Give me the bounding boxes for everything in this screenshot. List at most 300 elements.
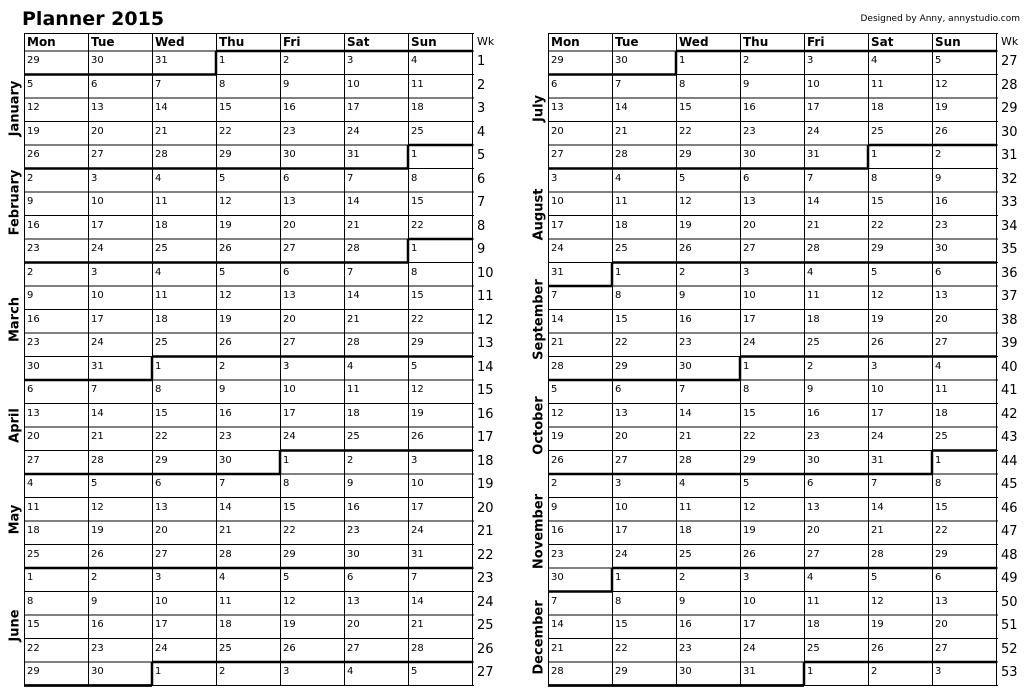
day-cell[interactable]: 3 (871, 360, 878, 372)
day-cell[interactable]: 29 (615, 666, 628, 677)
day-cell[interactable]: 15 (219, 102, 232, 113)
day-cell[interactable]: 13 (283, 290, 296, 301)
day-cell[interactable]: 22 (871, 219, 884, 231)
day-cell[interactable]: 18 (347, 407, 360, 419)
day-cell[interactable]: 21 (551, 642, 564, 654)
day-cell[interactable]: 18 (155, 219, 168, 231)
day-cell[interactable]: 5 (743, 478, 750, 489)
day-cell[interactable]: 4 (935, 360, 942, 372)
day-cell[interactable]: 26 (679, 243, 692, 254)
day-cell[interactable]: 22 (935, 525, 948, 536)
day-cell[interactable]: 3 (935, 666, 942, 677)
day-cell[interactable]: 26 (743, 548, 756, 560)
day-cell[interactable]: 21 (411, 619, 424, 630)
day-cell[interactable]: 12 (679, 196, 692, 207)
day-cell[interactable]: 19 (871, 313, 884, 325)
day-cell[interactable]: 14 (347, 290, 360, 301)
day-cell[interactable]: 16 (743, 102, 756, 113)
day-cell[interactable]: 15 (743, 407, 756, 419)
day-cell[interactable]: 12 (219, 196, 232, 207)
day-cell[interactable]: 3 (347, 55, 354, 66)
day-cell[interactable]: 15 (615, 619, 628, 630)
day-cell[interactable]: 2 (283, 55, 290, 66)
day-cell[interactable]: 28 (411, 642, 424, 654)
day-cell[interactable]: 27 (155, 548, 168, 560)
day-cell[interactable]: 12 (91, 501, 104, 513)
day-cell[interactable]: 29 (27, 55, 40, 66)
day-cell[interactable]: 19 (935, 102, 948, 113)
day-cell[interactable]: 21 (155, 125, 168, 137)
day-cell[interactable]: 8 (935, 478, 942, 489)
day-cell[interactable]: 30 (283, 149, 296, 160)
day-cell[interactable]: 31 (551, 266, 564, 278)
day-cell[interactable]: 28 (551, 360, 564, 372)
day-cell[interactable]: 12 (283, 595, 296, 607)
day-cell[interactable]: 15 (411, 196, 424, 207)
day-cell[interactable]: 4 (411, 55, 418, 66)
day-cell[interactable]: 3 (743, 572, 750, 583)
day-cell[interactable]: 23 (807, 431, 820, 442)
day-cell[interactable]: 7 (155, 78, 162, 90)
day-cell[interactable]: 12 (871, 595, 884, 607)
day-cell[interactable]: 15 (155, 407, 168, 419)
day-cell[interactable]: 15 (871, 196, 884, 207)
day-cell[interactable]: 26 (219, 243, 232, 254)
day-cell[interactable]: 9 (91, 595, 98, 607)
day-cell[interactable]: 8 (615, 290, 622, 301)
day-cell[interactable]: 28 (807, 243, 820, 254)
day-cell[interactable]: 2 (347, 454, 354, 466)
day-cell[interactable]: 9 (679, 595, 686, 607)
day-cell[interactable]: 28 (347, 243, 360, 254)
day-cell[interactable]: 20 (347, 619, 360, 630)
day-cell[interactable]: 16 (91, 619, 104, 630)
day-cell[interactable]: 23 (679, 642, 692, 654)
day-cell[interactable]: 4 (871, 55, 878, 66)
day-cell[interactable]: 31 (347, 149, 360, 160)
day-cell[interactable]: 5 (871, 266, 878, 278)
day-cell[interactable]: 28 (679, 454, 692, 466)
day-cell[interactable]: 22 (283, 525, 296, 536)
day-cell[interactable]: 4 (155, 172, 162, 184)
day-cell[interactable]: 26 (219, 337, 232, 348)
day-cell[interactable]: 10 (871, 384, 884, 395)
day-cell[interactable]: 28 (91, 454, 104, 466)
day-cell[interactable]: 27 (743, 243, 756, 254)
day-cell[interactable]: 18 (27, 525, 40, 536)
day-cell[interactable]: 16 (27, 313, 40, 325)
day-cell[interactable]: 20 (743, 219, 756, 231)
day-cell[interactable]: 24 (615, 548, 628, 560)
day-cell[interactable]: 17 (743, 619, 756, 630)
day-cell[interactable]: 20 (27, 431, 40, 442)
day-cell[interactable]: 17 (807, 102, 820, 113)
day-cell[interactable]: 23 (283, 125, 296, 137)
day-cell[interactable]: 23 (743, 125, 756, 137)
day-cell[interactable]: 1 (615, 266, 622, 278)
day-cell[interactable]: 13 (155, 501, 168, 513)
day-cell[interactable]: 19 (27, 125, 40, 137)
day-cell[interactable]: 17 (411, 501, 424, 513)
day-cell[interactable]: 8 (283, 478, 290, 489)
day-cell[interactable]: 19 (219, 219, 232, 231)
day-cell[interactable]: 4 (807, 572, 814, 583)
day-cell[interactable]: 1 (743, 360, 750, 372)
day-cell[interactable]: 13 (935, 290, 948, 301)
day-cell[interactable]: 10 (411, 478, 424, 489)
day-cell[interactable]: 23 (219, 431, 232, 442)
day-cell[interactable]: 30 (807, 454, 820, 466)
day-cell[interactable]: 23 (27, 337, 40, 348)
day-cell[interactable]: 23 (935, 219, 948, 231)
day-cell[interactable]: 12 (743, 501, 756, 513)
day-cell[interactable]: 5 (411, 666, 418, 677)
day-cell[interactable]: 10 (91, 290, 104, 301)
day-cell[interactable]: 24 (743, 642, 756, 654)
day-cell[interactable]: 12 (411, 384, 424, 395)
day-cell[interactable]: 29 (679, 149, 692, 160)
day-cell[interactable]: 25 (807, 642, 820, 654)
day-cell[interactable]: 6 (155, 478, 162, 489)
day-cell[interactable]: 14 (347, 196, 360, 207)
day-cell[interactable]: 16 (27, 219, 40, 231)
day-cell[interactable]: 11 (347, 384, 360, 395)
day-cell[interactable]: 24 (807, 125, 820, 137)
day-cell[interactable]: 25 (679, 548, 692, 560)
day-cell[interactable]: 21 (871, 525, 884, 536)
day-cell[interactable]: 11 (155, 196, 168, 207)
day-cell[interactable]: 2 (91, 572, 98, 583)
day-cell[interactable]: 26 (411, 431, 424, 442)
day-cell[interactable]: 17 (347, 102, 360, 113)
day-cell[interactable]: 20 (551, 125, 564, 137)
day-cell[interactable]: 12 (219, 290, 232, 301)
day-cell[interactable]: 24 (283, 431, 296, 442)
day-cell[interactable]: 22 (411, 219, 424, 231)
day-cell[interactable]: 30 (679, 360, 692, 372)
day-cell[interactable]: 7 (551, 595, 558, 607)
day-cell[interactable]: 13 (283, 196, 296, 207)
day-cell[interactable]: 30 (91, 55, 104, 66)
day-cell[interactable]: 29 (283, 548, 296, 560)
day-cell[interactable]: 19 (743, 525, 756, 536)
day-cell[interactable]: 7 (615, 78, 622, 90)
day-cell[interactable]: 11 (807, 290, 820, 301)
day-cell[interactable]: 1 (411, 149, 418, 160)
day-cell[interactable]: 18 (155, 313, 168, 325)
day-cell[interactable]: 26 (871, 642, 884, 654)
day-cell[interactable]: 26 (551, 454, 564, 466)
day-cell[interactable]: 21 (347, 219, 360, 231)
day-cell[interactable]: 16 (807, 407, 820, 419)
day-cell[interactable]: 30 (551, 572, 564, 583)
day-cell[interactable]: 17 (551, 219, 564, 231)
day-cell[interactable]: 22 (27, 642, 40, 654)
day-cell[interactable]: 18 (411, 102, 424, 113)
day-cell[interactable]: 23 (91, 642, 104, 654)
day-cell[interactable]: 27 (347, 642, 360, 654)
day-cell[interactable]: 30 (743, 149, 756, 160)
day-cell[interactable]: 1 (283, 454, 290, 466)
day-cell[interactable]: 25 (411, 125, 424, 137)
day-cell[interactable]: 4 (807, 266, 814, 278)
day-cell[interactable]: 2 (219, 666, 226, 677)
day-cell[interactable]: 3 (743, 266, 750, 278)
day-cell[interactable]: 28 (871, 548, 884, 560)
day-cell[interactable]: 24 (551, 243, 564, 254)
day-cell[interactable]: 6 (91, 78, 98, 90)
day-cell[interactable]: 6 (935, 266, 942, 278)
day-cell[interactable]: 27 (91, 149, 104, 160)
day-cell[interactable]: 15 (615, 313, 628, 325)
day-cell[interactable]: 11 (935, 384, 948, 395)
day-cell[interactable]: 11 (807, 595, 820, 607)
day-cell[interactable]: 14 (551, 313, 564, 325)
day-cell[interactable]: 6 (283, 266, 290, 278)
day-cell[interactable]: 27 (807, 548, 820, 560)
day-cell[interactable]: 2 (743, 55, 750, 66)
day-cell[interactable]: 31 (155, 55, 168, 66)
day-cell[interactable]: 31 (807, 149, 820, 160)
day-cell[interactable]: 19 (91, 525, 104, 536)
day-cell[interactable]: 12 (871, 290, 884, 301)
day-cell[interactable]: 31 (871, 454, 884, 466)
day-cell[interactable]: 25 (871, 125, 884, 137)
day-cell[interactable]: 13 (615, 407, 628, 419)
day-cell[interactable]: 10 (155, 595, 168, 607)
day-cell[interactable]: 26 (283, 642, 296, 654)
day-cell[interactable]: 15 (679, 102, 692, 113)
day-cell[interactable]: 9 (807, 384, 814, 395)
day-cell[interactable]: 30 (219, 454, 232, 466)
day-cell[interactable]: 5 (679, 172, 686, 184)
day-cell[interactable]: 23 (347, 525, 360, 536)
day-cell[interactable]: 3 (411, 454, 418, 466)
day-cell[interactable]: 3 (807, 55, 814, 66)
day-cell[interactable]: 10 (807, 78, 820, 90)
day-cell[interactable]: 3 (91, 266, 98, 278)
day-cell[interactable]: 27 (283, 337, 296, 348)
day-cell[interactable]: 5 (871, 572, 878, 583)
day-cell[interactable]: 7 (551, 290, 558, 301)
day-cell[interactable]: 3 (155, 572, 162, 583)
day-cell[interactable]: 15 (283, 501, 296, 513)
day-cell[interactable]: 4 (347, 360, 354, 372)
day-cell[interactable]: 13 (743, 196, 756, 207)
day-cell[interactable]: 22 (743, 431, 756, 442)
day-cell[interactable]: 5 (283, 572, 290, 583)
day-cell[interactable]: 24 (91, 243, 104, 254)
day-cell[interactable]: 19 (679, 219, 692, 231)
day-cell[interactable]: 30 (91, 666, 104, 677)
day-cell[interactable]: 13 (551, 102, 564, 113)
day-cell[interactable]: 28 (615, 149, 628, 160)
day-cell[interactable]: 16 (347, 501, 360, 513)
day-cell[interactable]: 28 (347, 337, 360, 348)
day-cell[interactable]: 21 (219, 525, 232, 536)
day-cell[interactable]: 24 (91, 337, 104, 348)
day-cell[interactable]: 15 (935, 501, 948, 513)
day-cell[interactable]: 15 (27, 619, 40, 630)
day-cell[interactable]: 6 (743, 172, 750, 184)
day-cell[interactable]: 3 (91, 172, 98, 184)
day-cell[interactable]: 1 (219, 55, 226, 66)
day-cell[interactable]: 16 (679, 313, 692, 325)
day-cell[interactable]: 14 (679, 407, 692, 419)
day-cell[interactable]: 14 (807, 196, 820, 207)
day-cell[interactable]: 25 (807, 337, 820, 348)
day-cell[interactable]: 9 (347, 478, 354, 489)
day-cell[interactable]: 11 (411, 78, 424, 90)
day-cell[interactable]: 6 (935, 572, 942, 583)
day-cell[interactable]: 25 (27, 548, 40, 560)
day-cell[interactable]: 25 (155, 337, 168, 348)
day-cell[interactable]: 24 (743, 337, 756, 348)
day-cell[interactable]: 22 (615, 337, 628, 348)
day-cell[interactable]: 27 (27, 454, 40, 466)
day-cell[interactable]: 20 (935, 619, 948, 630)
day-cell[interactable]: 14 (615, 102, 628, 113)
day-cell[interactable]: 10 (347, 78, 360, 90)
day-cell[interactable]: 13 (935, 595, 948, 607)
day-cell[interactable]: 19 (219, 313, 232, 325)
day-cell[interactable]: 18 (807, 619, 820, 630)
day-cell[interactable]: 14 (551, 619, 564, 630)
day-cell[interactable]: 29 (615, 360, 628, 372)
day-cell[interactable]: 13 (27, 407, 40, 419)
day-cell[interactable]: 16 (935, 196, 948, 207)
day-cell[interactable]: 1 (411, 243, 418, 254)
day-cell[interactable]: 22 (615, 642, 628, 654)
day-cell[interactable]: 20 (283, 219, 296, 231)
day-cell[interactable]: 1 (807, 666, 814, 677)
day-cell[interactable]: 8 (871, 172, 878, 184)
day-cell[interactable]: 5 (411, 360, 418, 372)
day-cell[interactable]: 30 (27, 360, 40, 372)
day-cell[interactable]: 4 (219, 572, 226, 583)
day-cell[interactable]: 25 (219, 642, 232, 654)
day-cell[interactable]: 27 (551, 149, 564, 160)
day-cell[interactable]: 21 (807, 219, 820, 231)
day-cell[interactable]: 17 (743, 313, 756, 325)
day-cell[interactable]: 4 (347, 666, 354, 677)
day-cell[interactable]: 22 (411, 313, 424, 325)
day-cell[interactable]: 12 (551, 407, 564, 419)
day-cell[interactable]: 24 (155, 642, 168, 654)
day-cell[interactable]: 25 (935, 431, 948, 442)
day-cell[interactable]: 7 (347, 266, 354, 278)
day-cell[interactable]: 8 (743, 384, 750, 395)
day-cell[interactable]: 1 (935, 454, 942, 466)
day-cell[interactable]: 8 (411, 172, 418, 184)
day-cell[interactable]: 10 (283, 384, 296, 395)
day-cell[interactable]: 11 (679, 501, 692, 513)
day-cell[interactable]: 25 (155, 243, 168, 254)
day-cell[interactable]: 8 (679, 78, 686, 90)
day-cell[interactable]: 27 (615, 454, 628, 466)
day-cell[interactable]: 5 (27, 78, 34, 90)
day-cell[interactable]: 7 (91, 384, 98, 395)
day-cell[interactable]: 28 (219, 548, 232, 560)
day-cell[interactable]: 19 (411, 407, 424, 419)
day-cell[interactable]: 17 (871, 407, 884, 419)
day-cell[interactable]: 18 (935, 407, 948, 419)
day-cell[interactable]: 29 (871, 243, 884, 254)
day-cell[interactable]: 16 (283, 102, 296, 113)
day-cell[interactable]: 7 (871, 478, 878, 489)
day-cell[interactable]: 6 (807, 478, 814, 489)
day-cell[interactable]: 26 (27, 149, 40, 160)
day-cell[interactable]: 21 (91, 431, 104, 442)
day-cell[interactable]: 14 (155, 102, 168, 113)
day-cell[interactable]: 2 (27, 266, 34, 278)
day-cell[interactable]: 30 (615, 55, 628, 66)
day-cell[interactable]: 29 (219, 149, 232, 160)
day-cell[interactable]: 18 (871, 102, 884, 113)
day-cell[interactable]: 30 (679, 666, 692, 677)
day-cell[interactable]: 27 (283, 243, 296, 254)
day-cell[interactable]: 5 (551, 384, 558, 395)
day-cell[interactable]: 17 (615, 525, 628, 536)
day-cell[interactable]: 15 (411, 290, 424, 301)
day-cell[interactable]: 24 (411, 525, 424, 536)
day-cell[interactable]: 26 (91, 548, 104, 560)
day-cell[interactable]: 25 (615, 243, 628, 254)
day-cell[interactable]: 4 (155, 266, 162, 278)
day-cell[interactable]: 1 (871, 149, 878, 160)
day-cell[interactable]: 21 (347, 313, 360, 325)
day-cell[interactable]: 23 (27, 243, 40, 254)
day-cell[interactable]: 2 (551, 478, 558, 489)
day-cell[interactable]: 18 (679, 525, 692, 536)
day-cell[interactable]: 3 (283, 360, 290, 372)
day-cell[interactable]: 20 (935, 313, 948, 325)
day-cell[interactable]: 1 (615, 572, 622, 583)
day-cell[interactable]: 19 (871, 619, 884, 630)
day-cell[interactable]: 12 (935, 78, 948, 90)
day-cell[interactable]: 22 (155, 431, 168, 442)
day-cell[interactable]: 18 (807, 313, 820, 325)
day-cell[interactable]: 11 (155, 290, 168, 301)
day-cell[interactable]: 8 (219, 78, 226, 90)
day-cell[interactable]: 8 (615, 595, 622, 607)
day-cell[interactable]: 11 (219, 595, 232, 607)
day-cell[interactable]: 11 (27, 501, 40, 513)
day-cell[interactable]: 11 (615, 196, 628, 207)
day-cell[interactable]: 13 (807, 501, 820, 513)
day-cell[interactable]: 2 (679, 572, 686, 583)
day-cell[interactable]: 28 (551, 666, 564, 677)
day-cell[interactable]: 14 (411, 595, 424, 607)
day-cell[interactable]: 31 (743, 666, 756, 677)
day-cell[interactable]: 9 (679, 290, 686, 301)
day-cell[interactable]: 20 (91, 125, 104, 137)
day-cell[interactable]: 7 (219, 478, 226, 489)
day-cell[interactable]: 4 (615, 172, 622, 184)
day-cell[interactable]: 27 (935, 642, 948, 654)
day-cell[interactable]: 16 (679, 619, 692, 630)
day-cell[interactable]: 17 (155, 619, 168, 630)
day-cell[interactable]: 17 (283, 407, 296, 419)
day-cell[interactable]: 6 (551, 78, 558, 90)
day-cell[interactable]: 24 (871, 431, 884, 442)
day-cell[interactable]: 5 (219, 266, 226, 278)
day-cell[interactable]: 10 (743, 290, 756, 301)
day-cell[interactable]: 10 (615, 501, 628, 513)
day-cell[interactable]: 29 (551, 55, 564, 66)
day-cell[interactable]: 1 (155, 666, 162, 677)
day-cell[interactable]: 20 (155, 525, 168, 536)
